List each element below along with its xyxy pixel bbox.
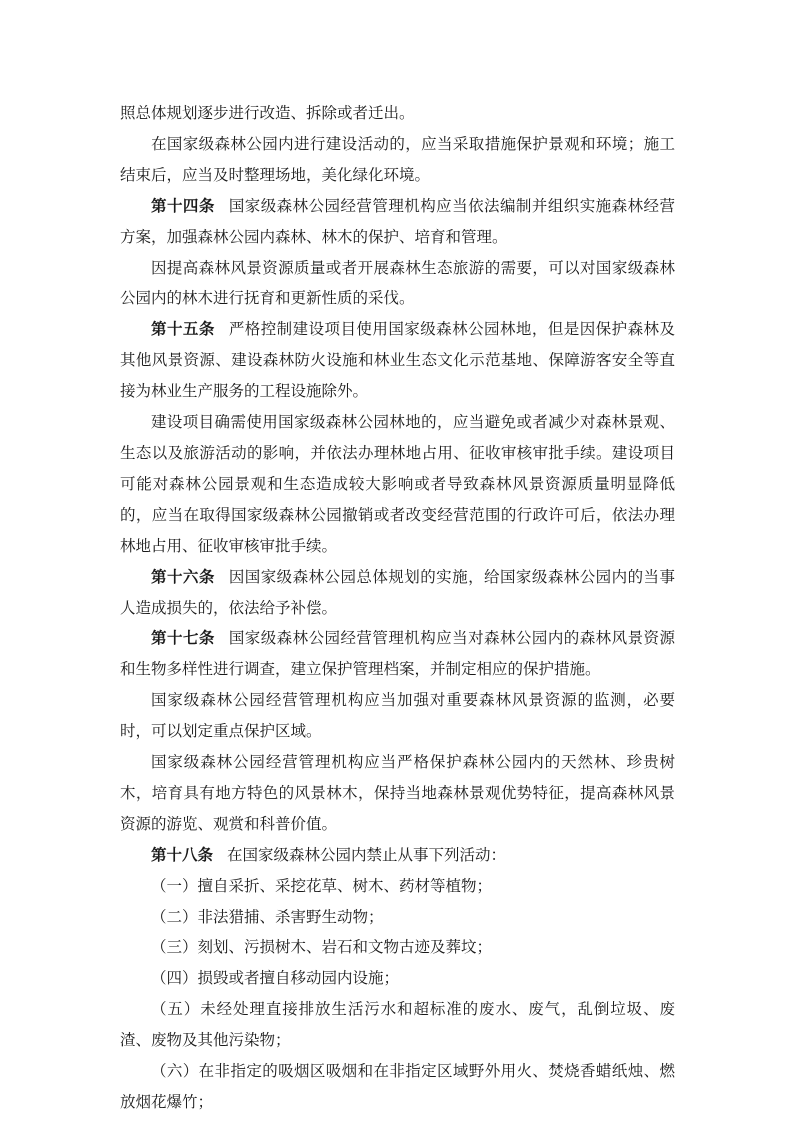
article-number: 第十七条 [151, 628, 215, 648]
article-14 [120, 191, 675, 253]
list-item-text: （四）损毁或者擅自移动园内设施； [151, 969, 400, 988]
paragraph-text: 因国家级森林公园总体规划的实施，给国家级森林公园内的当事人造成损失的，依法给予补偿。 [120, 567, 675, 617]
list-item-text: （五）未经处理直接排放生活污水和超标准的废水、废气，乱倒垃圾、废渣、废物及其他污染物； [120, 1000, 675, 1050]
article-number: 第十四条 [151, 195, 215, 215]
list-item-text: （六）在非指定的吸烟区吸烟和在非指定区域野外用火、焚烧香蜡纸烛、燃放烟花爆竹； [120, 1062, 675, 1111]
paragraph-text: 因提高森林风景资源质量或者开展森林生态旅游的需要，可以对国家级森林公园内的林木进行抚育和更新性质的采伐。 [120, 258, 675, 308]
paragraph-text: 严格控制建设项目使用国家级森林公园林地，但是因保护森林及其他风景资源、建设森林防火设施和林业生态文化示范基地、保障游客安全等直接为林业生产服务的工程设施除外。 [120, 320, 675, 401]
list-item-text: （二）非法猎捕、杀害野生动物； [151, 907, 384, 926]
paragraph-text: 国家级森林公园经营管理机构应当加强对重要森林风景资源的监测，必要时，可以划定重点保护区域。 [120, 691, 675, 741]
list-item [120, 902, 675, 933]
paragraph [120, 129, 675, 191]
list-item [120, 994, 675, 1056]
paragraph [120, 407, 675, 562]
article-number: 第十五条 [151, 319, 215, 339]
article-number: 第十六条 [151, 566, 215, 586]
article-17 [120, 623, 675, 685]
paragraph [120, 685, 675, 747]
paragraph-text: 照总体规划逐步进行改造、拆除或者迁出。 [120, 104, 415, 122]
list-item [120, 963, 675, 994]
paragraph-text: 国家级森林公园经营管理机构应当对森林公园内的森林风景资源和生物多样性进行调查，建立保护管理档案，并制定相应的保护措施。 [120, 629, 675, 679]
list-item-text: （三）刻划、污损树木、岩石和文物古迹及葬坟； [151, 938, 493, 957]
paragraph-text: 建设项目确需使用国家级森林公园林地的，应当避免或者减少对森林景观、生态以及旅游活动的影响，并依法办理林地占用、征收审核审批手续。建设项目可能对森林公园景观和生态造成较大影响或者导致森林风景资源质量明显降低的，应当在取得国家级森林公园撤销或者改变经营范围的行政许可后，依法办理林地占用、征收审核审批手续。 [120, 413, 675, 555]
article-number: 第十八条 [151, 844, 214, 864]
paragraph [120, 747, 675, 840]
paragraph-text: 国家级森林公园经营管理机构应当依法编制并组织实施森林经营方案，加强森林公园内森林、林木的保护、培育和管理。 [120, 196, 675, 246]
paragraph-text: 在国家级森林公园内禁止从事下列活动： [227, 845, 507, 864]
list-item [120, 1056, 675, 1118]
paragraph [120, 253, 675, 315]
paragraph [120, 98, 675, 129]
list-item [120, 871, 675, 902]
article-15 [120, 314, 675, 407]
paragraph-text: 国家级森林公园经营管理机构应当严格保护森林公园内的天然林、珍贵树木，培育具有地方特色的风景林木，保持当地森林景观优势特征，提高森林风景资源的游览、观赏和科普价值。 [120, 753, 675, 833]
list-item [120, 932, 675, 963]
article-18 [120, 840, 675, 871]
list-item-text: （一）擅自采折、采挖花草、树木、药材等植物； [151, 876, 493, 895]
document-body [120, 98, 675, 1118]
article-16 [120, 562, 675, 624]
paragraph-text: 在国家级森林公园内进行建设活动的，应当采取措施保护景观和环境；施工结束后，应当及时整理场地，美化绿化环境。 [120, 134, 675, 184]
